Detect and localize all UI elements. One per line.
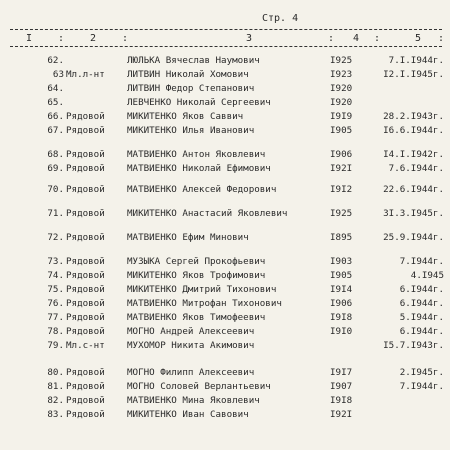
header-sep-2: : [122,33,129,44]
row-date: 6.I944г. [399,284,444,295]
header-col-2: 2 [90,33,97,44]
row-name: МАТВИЕНКО Яков Тимофеевич [127,312,266,323]
row-rank: Рядовой [66,256,105,267]
row-birth-year: I907 [330,381,353,392]
table-row [0,125,450,136]
row-number: 81. [47,381,64,392]
header-col-4: 4 [353,33,360,44]
header-sep-1: : [58,33,65,44]
row-name: МИКИТЕНКО Яков Саввич [127,111,244,122]
row-name: МОГНО Андрей Алексеевич [127,326,255,337]
row-number: 77. [47,312,64,323]
row-name: ЛИТВИН Николай Хомович [127,69,249,80]
row-name: ЛЕВЧЕНКО Николай Сергеевич [127,97,271,108]
table-row [0,381,450,392]
row-rank: Рядовой [66,381,105,392]
row-number: 65. [47,97,64,108]
row-number: 80. [47,367,64,378]
row-date: 7.I.I944г. [388,55,444,66]
table-row [0,367,450,378]
row-rank: Рядовой [66,326,105,337]
header-col-1: I [26,33,33,44]
header-col-5: 5 [415,33,422,44]
row-birth-year: I920 [330,83,353,94]
row-birth-year: I92I [330,409,353,420]
row-number: 70. [47,184,64,195]
row-birth-year: I906 [330,298,353,309]
row-name: МИКИТЕНКО Анастасий Яковлевич [127,208,288,219]
row-rank: Рядовой [66,409,105,420]
header-sep-5: : [438,33,445,44]
row-name: ЛИТВИН Федор Степанович [127,83,255,94]
row-birth-year: I9I7 [330,367,353,378]
table-row [0,395,450,406]
row-number: 72. [47,232,64,243]
row-name: МУХОМОР Никита Акимович [127,340,255,351]
row-number: 76. [47,298,64,309]
row-birth-year: I895 [330,232,353,243]
row-number: 68. [47,149,64,160]
row-rank: Рядовой [66,298,105,309]
row-birth-year: I905 [330,125,353,136]
row-date: 28.2.I943г. [383,111,444,122]
row-rank: Рядовой [66,125,105,136]
table-row [0,208,450,219]
row-rank: Рядовой [66,312,105,323]
table-row [0,409,450,420]
row-date: 6.I944г. [399,326,444,337]
row-name: МОГНО Соловей Верлантьевич [127,381,271,392]
table-row [0,326,450,337]
row-date: 5.I944г. [399,312,444,323]
table-header [10,33,445,45]
row-birth-year: I9I9 [330,111,353,122]
row-rank: Мл.л-нт [66,69,105,80]
row-birth-year: I920 [330,97,353,108]
table-row [0,270,450,281]
row-number: 82. [47,395,64,406]
table-row [0,340,450,351]
row-date: 7.6.I944г. [388,163,444,174]
row-name: МУЗЫКА Сергей Прокофьевич [127,256,266,267]
row-number: 83. [47,409,64,420]
row-name: МИКИТЕНКО Дмитрий Тихонович [127,284,277,295]
table-row [0,111,450,122]
row-rank: Рядовой [66,367,105,378]
row-name: МОГНО Филипп Алексеевич [127,367,255,378]
row-name: МИКИТЕНКО Яков Трофимович [127,270,266,281]
row-name: МАТВИЕНКО Ефим Минович [127,232,249,243]
row-date: I5.7.I943г. [383,340,444,351]
row-date: 3I.3.I945г. [383,208,444,219]
table-row [0,97,450,108]
row-birth-year: I923 [330,69,353,80]
row-name: МИКИТЕНКО Илья Иванович [127,125,255,136]
row-rank: Рядовой [66,284,105,295]
row-birth-year: I92I [330,163,353,174]
row-date: 22.6.I944г. [383,184,444,195]
row-birth-year: I9I0 [330,326,353,337]
row-date: I6.6.I944г. [383,125,444,136]
row-number: 78. [47,326,64,337]
row-name: МАТВИЕНКО Антон Яковлевич [127,149,266,160]
table-row [0,284,450,295]
row-birth-year: I925 [330,55,353,66]
table-row [0,69,450,80]
row-birth-year: I9I2 [330,184,353,195]
row-name: МАТВИЕНКО Митрофан Тихонович [127,298,282,309]
row-rank: Рядовой [66,270,105,281]
table-row [0,83,450,94]
row-birth-year: I925 [330,208,353,219]
row-date: 2.I945г. [399,367,444,378]
row-rank: Мл.с-нт [66,340,105,351]
row-name: МАТВИЕНКО Мина Яковлевич [127,395,260,406]
row-number: 66. [47,111,64,122]
table-row [0,232,450,243]
row-birth-year: I905 [330,270,353,281]
row-number: 73. [47,256,64,267]
table-row [0,163,450,174]
row-birth-year: I9I8 [330,395,353,406]
row-number: 62. [47,55,64,66]
table-row [0,149,450,160]
table-row [0,184,450,195]
row-number: 74. [47,270,64,281]
row-date: 7.I944г. [399,256,444,267]
row-number: 67. [47,125,64,136]
row-rank: Рядовой [66,163,105,174]
table-row [0,298,450,309]
row-date: I2.I.I945г. [383,69,444,80]
row-rank: Рядовой [66,184,105,195]
table-row [0,256,450,267]
row-number: 75. [47,284,64,295]
page-number: Стр. 4 [262,13,299,24]
row-birth-year: I9I4 [330,284,353,295]
row-birth-year: I906 [330,149,353,160]
row-rank: Рядовой [66,232,105,243]
table-row [0,312,450,323]
row-date: I4.I.I942г. [383,149,444,160]
header-sep-4: : [374,33,381,44]
row-rank: Рядовой [66,111,105,122]
row-number: 64. [47,83,64,94]
row-date: 25.9.I944г. [383,232,444,243]
row-number: 71. [47,208,64,219]
header-col-3: 3 [246,33,253,44]
row-number: 63 [52,69,64,80]
row-rank: Рядовой [66,208,105,219]
table-row [0,55,450,66]
row-number: 69. [47,163,64,174]
row-date: 7.I944г. [399,381,444,392]
row-rank: Рядовой [66,395,105,406]
row-name: МИКИТЕНКО Иван Савович [127,409,249,420]
row-number: 79. [47,340,64,351]
header-sep-3: : [328,33,335,44]
row-name: ЛЮЛЬКА Вячеслав Наумович [127,55,260,66]
row-rank: Рядовой [66,149,105,160]
header-rule-top [10,29,442,30]
header-rule-bottom [10,46,442,47]
row-name: МАТВИЕНКО Алексей Федорович [127,184,277,195]
row-birth-year: I903 [330,256,353,267]
row-birth-year: I9I8 [330,312,353,323]
row-date: 4.I945 [410,270,444,281]
row-date: 6.I944г. [399,298,444,309]
row-name: МАТВИЕНКО Николай Ефимович [127,163,271,174]
